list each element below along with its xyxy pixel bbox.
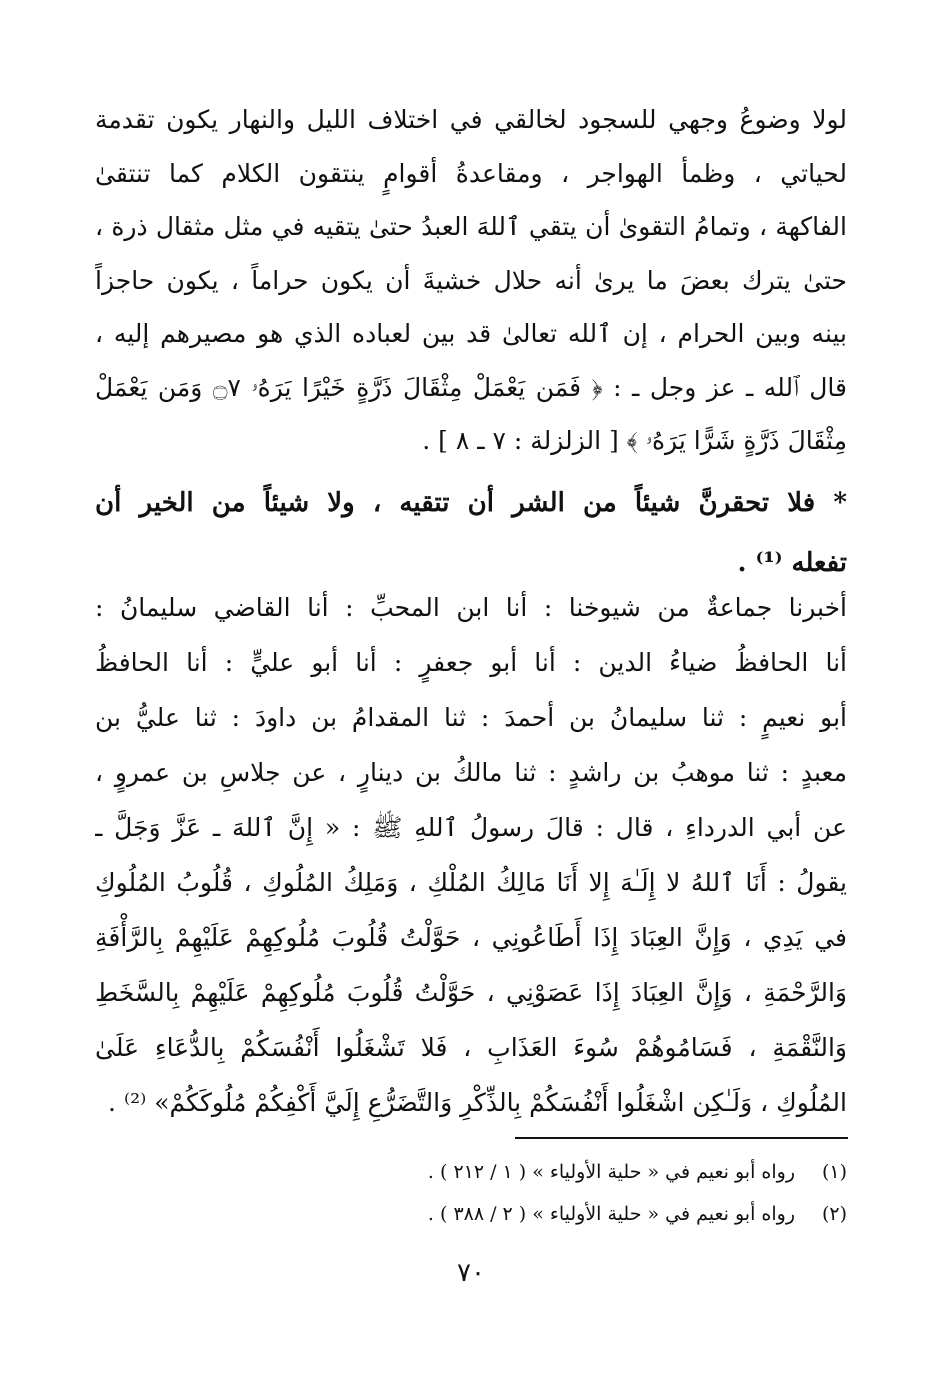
text-line: * فلا تحقرنَّ شيئاً من الشر أن تتقيه ، ولا شيئاً من الخير أن (95, 488, 847, 518)
text-line: معبدٍ : ثنا موهبُ بن راشدٍ : ثنا مالكُ بن دينارٍ ، عن جلاسِ بن عمروٍ ، (95, 758, 847, 787)
text-line: في يَدِي ، وَإِنَّ العِبَادَ إِذَا أَطَاعُونِي ، حَوَّلْتُ قُلُوبَ مُلُوكِهِمْ عَلَيْهِمْ بِالرَّأْفَةِ (95, 923, 847, 952)
text-line: الفاكهة ، وتمامُ التقوىٰ أن يتقي ٱللهَ العبدُ حتىٰ يتقيه في مثل مثقال ذرة ، (95, 212, 847, 241)
footnote-text: رواه أبو نعيم في « حلية الأولياء » ( ٢ / ٣٨٨ ) . (427, 1203, 795, 1225)
quran-verse-line: مِثْقَالَ ذَرَّةٍ شَرًّا يَرَهُۥ ﴾ [ الزلزلة : ٧ ـ ٨ ] . (422, 426, 847, 455)
paragraph-1 (95, 93, 847, 468)
text-line: أبو نعيمٍ : ثنا سليمانُ بن أحمدَ : ثنا المقدامُ بن داودَ : ثنا عليُّ بن (95, 703, 847, 732)
text-line: لحياتي ، وظمأ الهواجر ، ومقاعدةُ أقوامٍ ينتقون الكلام كما تنتقىٰ (95, 158, 847, 188)
text-line: حتىٰ يترك بعضَ ما يرىٰ أنه حلال خشيةَ أن يكون حراماً ، يكون حاجزاً (95, 265, 847, 295)
footnote-2 (95, 1199, 847, 1229)
footnote-text: رواه أبو نعيم في « حلية الأولياء » ( ١ / ٢١٢ ) . (427, 1161, 795, 1183)
text-line: تفعله ⁽¹⁾ . (737, 548, 847, 578)
page-number: ٧٠ (457, 1258, 485, 1288)
text-line: وَالرَّحْمَةِ ، وَإِنَّ العِبَادَ إِذَا عَصَوْنِي ، حَوَّلْتُ قُلُوبَ مُلُوكِهِمْ عَلَيْهِمْ بِالسَّخَطِ (95, 978, 847, 1007)
footnote-separator (515, 1137, 848, 1139)
text-line: أخبرنا جماعةٌ من شيوخنا : أنا ابن المحبِّ : أنا القاضي سليمانُ : (95, 593, 847, 622)
footnote-number: (٢) (821, 1203, 847, 1225)
text-line: يقولُ : أَنَا ٱللهُ لا إِلَـٰهَ إِلا أَنَا مَالِكُ المُلْكِ ، وَمَلِكُ المُلُوكِ ، قُلُوبُ المُلُوكِ (95, 868, 847, 897)
text-line: وَالنَّقْمَةِ ، فَسَامُوهُمْ سُوءَ العَذَابِ ، فَلا تَشْغَلُوا أَنْفُسَكُمْ بِالدُّعَاءِ عَلَىٰ (95, 1033, 847, 1062)
text-line: عن أبي الدرداءِ ، قال : قالَ رسولُ ٱللهِ ﷺ : « إِنَّ ٱللهَ ـ عَزَّ وَجَلَّ ـ (95, 813, 847, 842)
text-line: أنا الحافظُ ضياءُ الدين : أنا أبو جعفرٍ : أنا أبو عليٍّ : أنا الحافظُ (95, 648, 847, 677)
text-line: المُلُوكِ ، وَلَـٰكِن اشْغَلُوا أَنْفُسَكُمْ بِالذِّكْرِ وَالتَّضَرُّعِ إِلَيَّ أَكْفِكُمْ مُلُوكَكُمْ» ⁽²⁾ . (108, 1088, 847, 1117)
text-line: بينه وبين الحرام ، إن ٱلله تعالىٰ قد بين لعباده الذي هو مصيرهم إليه ، (95, 319, 847, 348)
bold-maxim-paragraph (95, 473, 847, 593)
quran-verse-line: قال ٱلله ـ عز وجل ـ : ﴿ فَمَن يَعْمَلْ مِثْقَالَ ذَرَّةٍ خَيْرًا يَرَهُۥ ۝٧ وَمَن يَعْمَلْ (95, 372, 847, 402)
text-line: لولا وضوعُ وجهي للسجود لخالقي في اختلاف الليل والنهار يكون تقدمة (95, 105, 847, 134)
footnote-number: (١) (821, 1161, 847, 1183)
footnote-1 (95, 1157, 847, 1187)
hadith-paragraph (95, 580, 847, 1130)
